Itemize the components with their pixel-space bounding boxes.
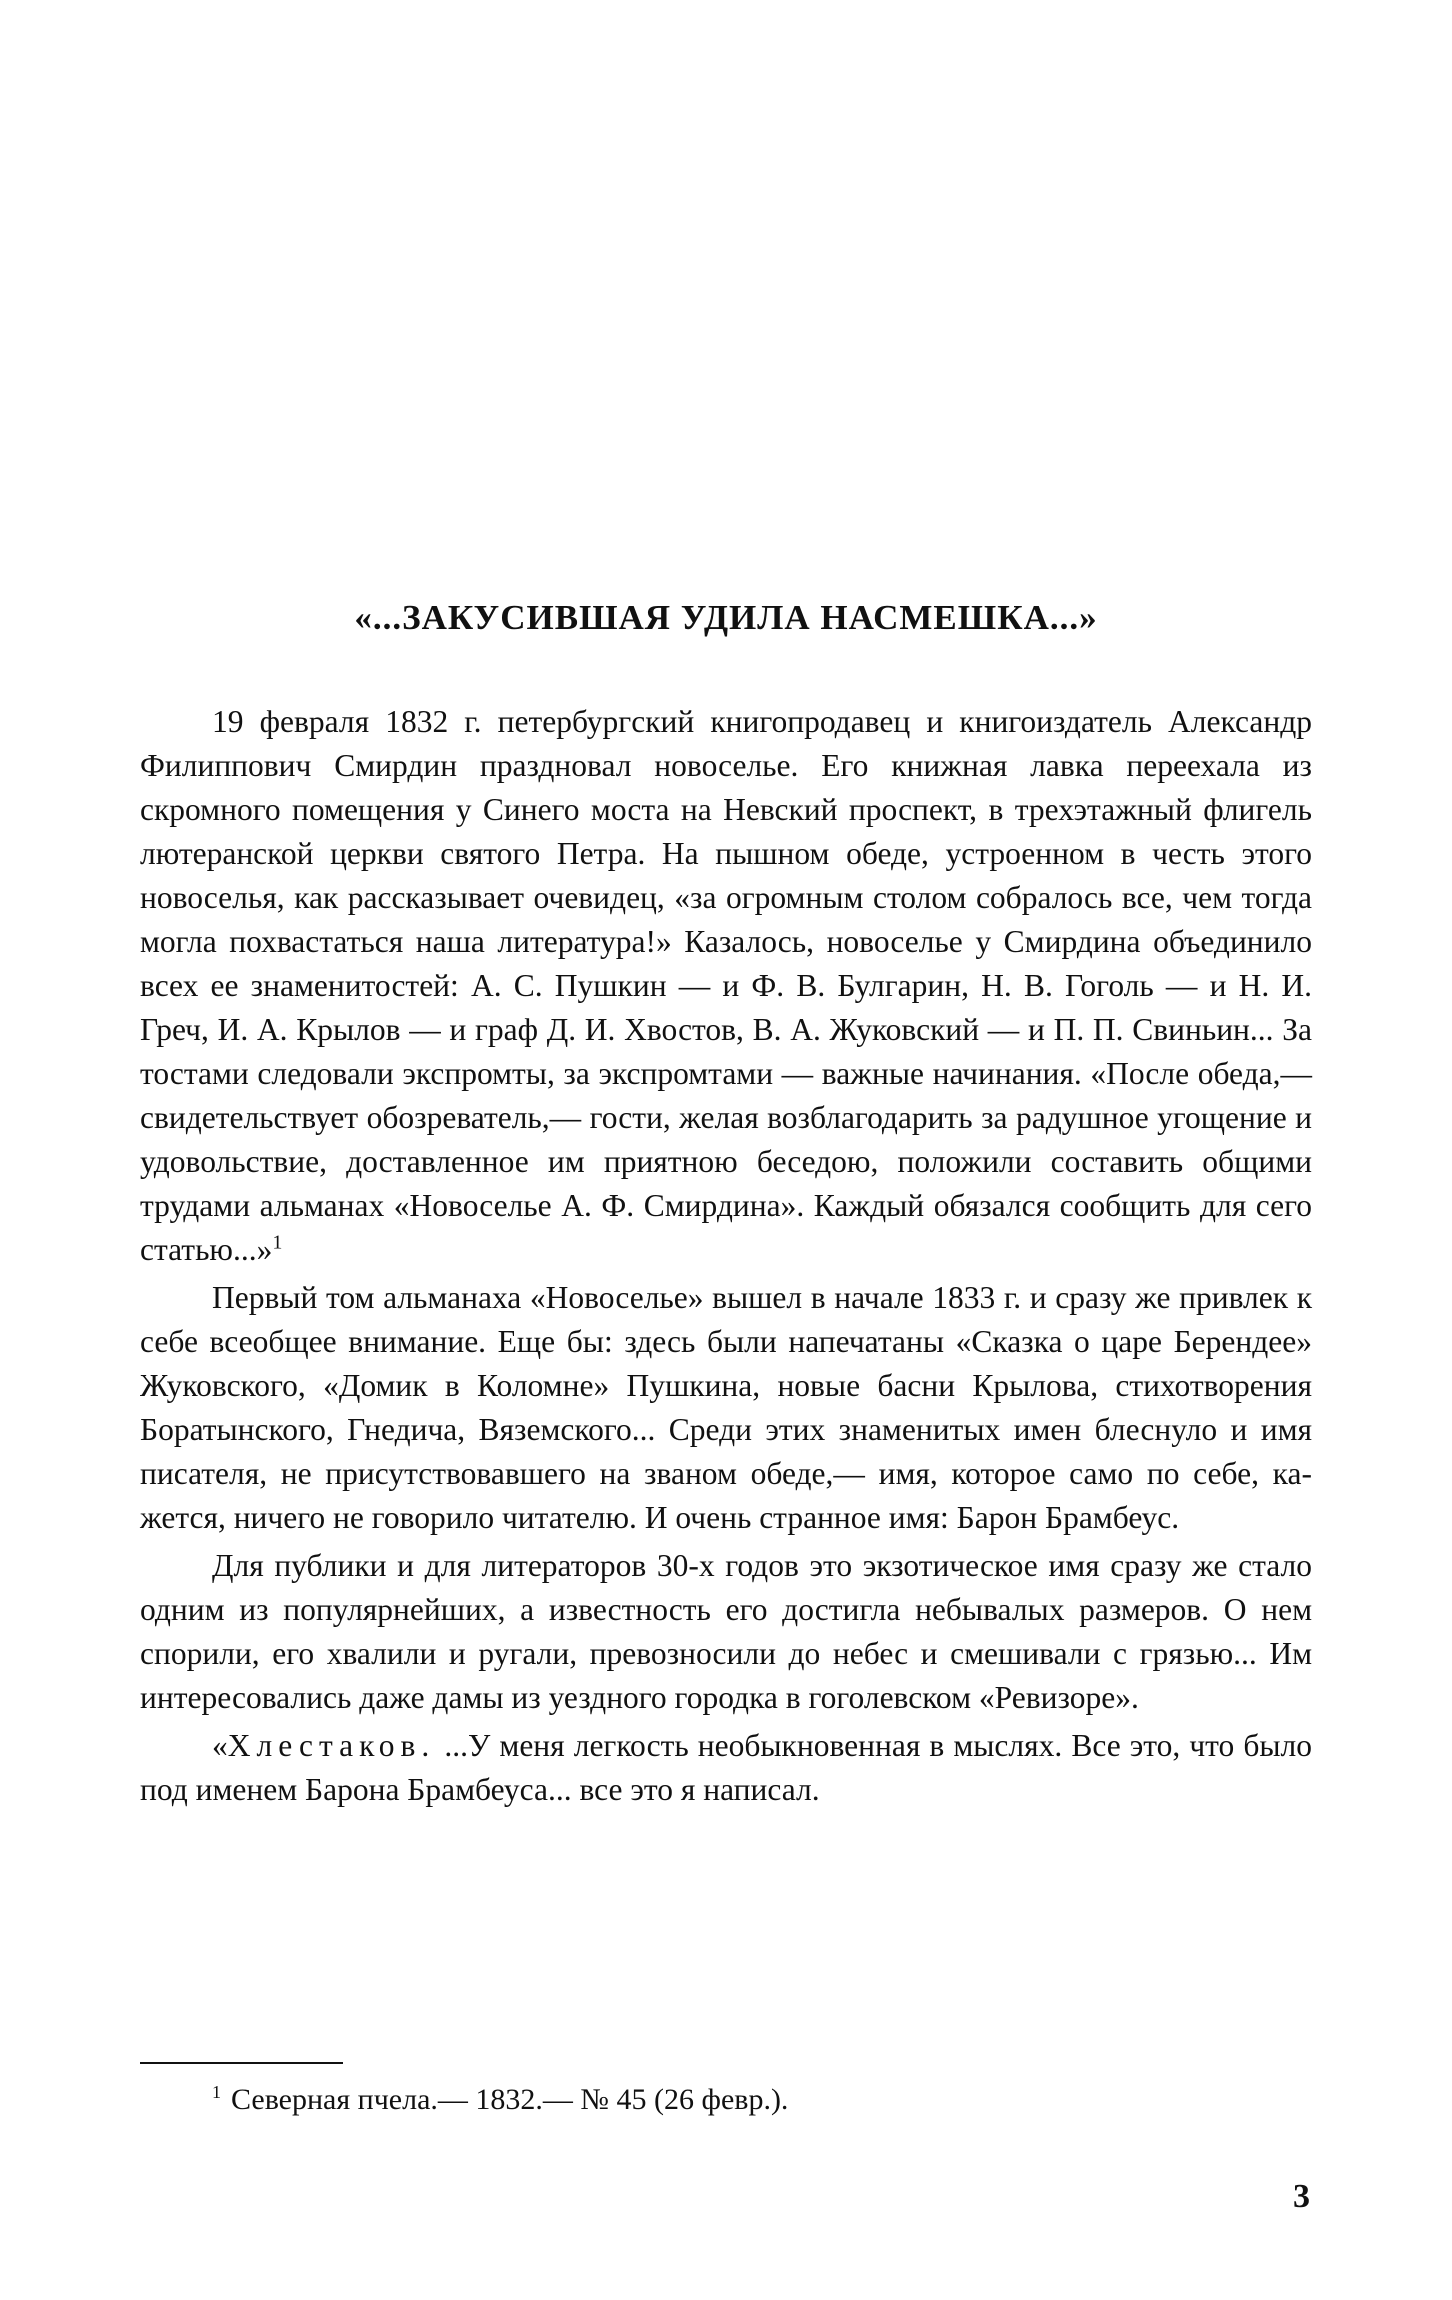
speaker-name: Хлестаков. bbox=[227, 1728, 436, 1763]
footnote-reference: 1 bbox=[272, 1231, 283, 1254]
chapter-title: «...ЗАКУСИВШАЯ УДИЛА НАСМЕШКА...» bbox=[354, 598, 1098, 637]
paragraph-1 bbox=[140, 700, 1312, 1272]
paragraph-2: Первый том альманаха «Новоселье» вышел в начале 1833 г. и сразу же привлек к себе всеобщее внимание. Еще бы: здесь были напечатаны «Сказка о царе Берендее» Жуковского, «Домик в Коломне» Пушкина, новые басни Крылова, стихотворения Боратынского, Гнедича, Вяземского... Среди этих знаменитых имен блеснуло и имя писателя, не присутствовавшего на званом обеде,— имя, которое само по себе, кажется, ничего не говорило читателю. И очень странное имя: Барон Брамбеус. bbox=[140, 1280, 1312, 1535]
paragraph-3: Для публики и для литераторов 30-х годов это экзотическое имя сразу же стало одним из популярнейших, а известность его достигла небывалых размеров. О нем спорили, его хвалили и ругали, превозносили до небес и смешивали с грязью... Им интересовались даже дамы из уездного городка в гоголевском «Ревизоре». bbox=[140, 1548, 1312, 1715]
paragraph-1-text: 19 февраля 1832 г. петербургский книгопродавец и книгоиздатель Александр Филиппович Смирдин праздновал новоселье. Его книжная лавка переехала из скромного помещения у Синего моста на Невский проспект, в трехэтажный флигель лютеранской церкви святого Петра. На пышном обеде, устроенном в честь этого новоселья, как рассказывает очевидец, «за огромным столом собралось все, чем тогда могла похвастаться наша литература!» Казалось, новоселье у Смирдина объединило всех ее знаменитостей: А. С. Пушкин — и Ф. В. Булгарин, Н. В. Гоголь — и Н. И. Греч, И. А. Крылов — и граф Д. И. Хвостов, В. А. Жуковский — и П. П. Свиньин... За тостами следовали экспромты, за экспромтами — важные начинания. «После обеда,— свидетельствует обозреватель,— гости, желая возблагодарить за радушное угощение и удовольствие, доставленное им приятною беседою, положили составить общими трудами альманах «Новоселье А. Ф. Смирдина». Каждый обязался сообщить для сего статью...» bbox=[140, 704, 1312, 1267]
page-number: 3 bbox=[1293, 2178, 1310, 2215]
paragraph-4-text: ...У меня легкость необыкновенная в мыслях. Все это, что было под именем Барона Брамбеуса... все это я написал. bbox=[140, 1728, 1312, 1807]
footnote-text: Северная пчела.— 1832.— № 45 (26 февр.). bbox=[231, 2083, 789, 2116]
footnote-marker: 1 bbox=[212, 2082, 221, 2102]
quote-open-mark: « bbox=[212, 1728, 228, 1763]
paragraph-4 bbox=[140, 1724, 1312, 1812]
footnote-divider bbox=[140, 2062, 343, 2064]
body-text bbox=[140, 700, 1312, 1812]
footnote bbox=[140, 2080, 1312, 2120]
